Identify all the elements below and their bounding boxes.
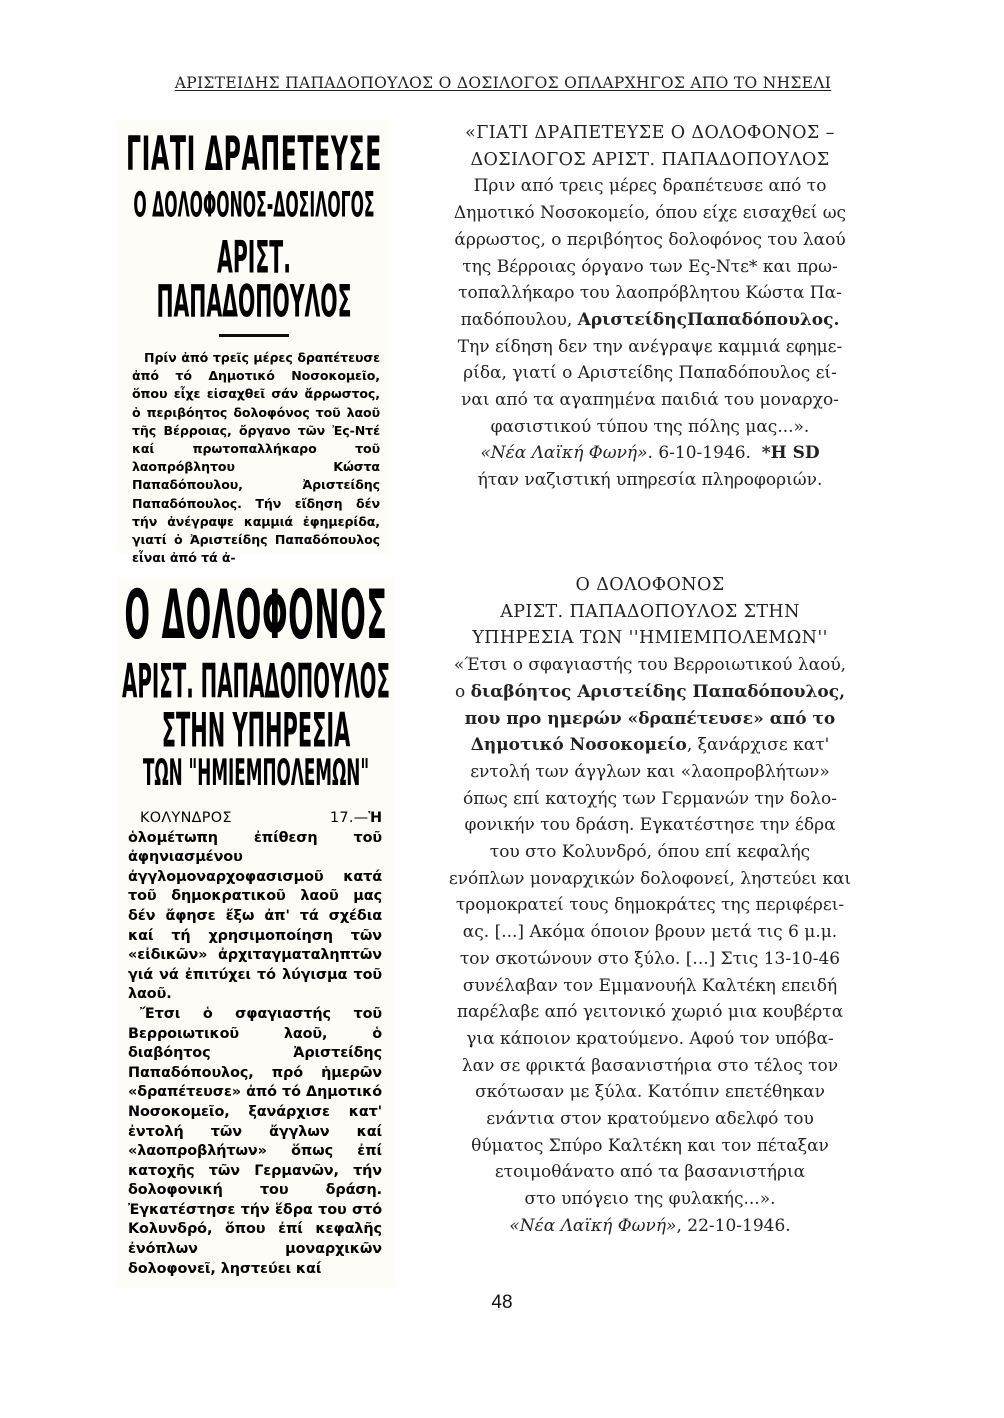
article-2-line: ας. [...] Ακόμα όποιον βρουν μετά τις 6 μ.μ. [462, 922, 838, 943]
article-1-line [406, 307, 894, 334]
article-1-line: άρρωστος, ο περιβόητος δολοφόνος του λαού [454, 229, 846, 250]
article-2-line: λαν σε φρικτά βασανιστήρια στο τέλος τον [461, 1055, 839, 1076]
article-2-line: παρέλαβε από γειτονικό χωριό μια κουβέρτα [456, 1002, 844, 1023]
article-2-line: φονικήν του δράση. Εγκατέστησε την έδρα [464, 815, 836, 836]
newspaper-clipping-2 [118, 578, 394, 1288]
article-1-line: τοπαλλήκαρο του λαοπρόβλητου Κώστα Πα- [458, 283, 842, 304]
article-2-line: «Έτσι ο σφαγιαστής του Βερροιωτικού λαού, [453, 655, 847, 676]
article-2-title-line-1: Ο ΔΟΛΟΦΟΝΟΣ [575, 575, 725, 595]
article-1-name-bold: ΑριστείδηςΠαπαδόπουλος. [577, 309, 840, 330]
running-header [135, 74, 871, 92]
article-2-line [406, 732, 894, 759]
article-1-transcription [406, 120, 894, 494]
article-2-line-3-bold: που προ ημερών «δραπέτευσε» από το [464, 708, 836, 729]
article-2-line: όπως επί κατοχής των Γερμανών την δολο- [462, 788, 838, 809]
newspaper-clipping-1 [118, 120, 390, 566]
article-2-line: του στο Κολυνδρό, όπου επί κεφαλής [489, 842, 811, 863]
article-2-line: ενόπλων μοναρχικών δολοφονεί, ληστεύει και [448, 868, 852, 889]
article-1-source [406, 440, 894, 467]
article-2-line-4-bold: Δημοτικό Νοσοκομείο [470, 735, 687, 756]
clipping-1-headline-3: ΑΡΙΣΤ. ΠΑΠΑΔΟΠΟΥΛΟΣ [156, 232, 352, 329]
article-2-line: για κάποιον κρατούμενο. Αφού τον υπόβα- [466, 1028, 834, 1049]
article-2-source-title: «Νέα Λαϊκή Φωνή» [509, 1215, 677, 1236]
page-number: 48 [491, 1292, 513, 1313]
article-1-line: Δημοτικό Νοσοκομείο, όπου είχε εισαχθεί ως [453, 203, 847, 224]
article-2-line: στο υπόγειο της φυλακής...». [524, 1189, 776, 1210]
article-2-line-2-bold: διαβόητος Αριστείδης Παπαδόπουλος, [470, 681, 845, 702]
clipping-2-headline-1: Ο ΔΟΛΟΦΟΝΟΣ [124, 576, 388, 655]
clipping-2-dateline: ΚΟΛΥΝΔΡΟΣ 17.— [140, 810, 369, 826]
article-1-line: Πριν από τρεις μέρες δραπέτευσε από το [473, 176, 827, 197]
clipping-2-headline-4: ΤΩΝ "ΗΜΙΕΜΠΟΛΕΜΩΝ" [142, 751, 370, 794]
clipping-2-headline-3: ΣΤΗΝ ΥΠΗΡΕΣΙΑ [161, 705, 351, 759]
clipping-2-body [118, 809, 394, 1279]
article-2-source-date: , 22-10-1946. [676, 1215, 791, 1236]
article-2-line: τον σκοτώνουν στο ξύλο. [...] Στις 13-10-46 [459, 948, 841, 969]
article-1-footnote: ήταν ναζιστική υπηρεσία πληροφοριών. [477, 470, 823, 491]
clipping-2-headline-2: ΑΡΙΣΤ. ΠΑΠΑΔΟΠΟΥΛΟΣ [121, 656, 391, 710]
article-2-line: συνέλαβαν τον Εμμανουήλ Καλτέκη επειδή [462, 975, 838, 996]
article-2-line: σκότωσαν με ξύλα. Κατόπιν επετέθηκαν [475, 1082, 825, 1103]
article-2-line [406, 679, 894, 706]
article-1-line: της Βέρροιας όργανο των Ες-Ντε* και πρω- [462, 256, 838, 277]
article-2-title-line-2: ΑΡΙΣΤ. ΠΑΠΑΔΟΠΟΥΛΟΣ ΣΤΗΝ [500, 601, 800, 622]
article-1-title-line-2: ΔΟΣΙΛΟΓΟΣ ΑΡΙΣΤ. ΠΑΠΑΔΟΠΟΥΛΟΣ [470, 149, 830, 170]
article-1-title-line-1: «ΓΙΑΤΙ ΔΡΑΠΕΤΕΥΣΕ Ο ΔΟΛΟΦΟΝΟΣ – [465, 123, 835, 143]
clipping-1-headline-2: Ο ΔΟΛΟΦΟΝΟΣ-ΔΟΣΙΛΟΓΟΣ [133, 185, 375, 226]
running-header-text: ΑΡΙΣΤΕΙΔΗΣ ΠΑΠΑΔΟΠΟΥΛΟΣ Ο ΔΟΣΙΛΟΓΟΣ ΟΠΛΑΡΧΗΓΟΣ ΑΠΟ ΤΟ ΝΗΣΕΛΙ [174, 74, 832, 92]
article-1-line: ρίδα, γιατί ο Αριστείδης Παπαδόπουλος εί- [463, 363, 837, 384]
article-2-line-4-end: , ξανάρχισε κατ' [686, 735, 830, 756]
article-1-line: ναι από τα αγαπημένα παιδιά του μοναρχο- [461, 390, 839, 411]
clipping-1-headline-1: ΓΙΑΤΙ ΔΡΑΠΕΤΕΥΣΕ [126, 126, 382, 182]
article-2-line: ετοιμοθάνατο από τα βασανιστήρια [494, 1162, 806, 1183]
article-2-source [406, 1213, 894, 1240]
article-2-line: ενάντια στον κρατούμενο αδελφό του [486, 1109, 814, 1130]
article-1-source-date: . 6-10-1946. [647, 443, 751, 464]
clipping-2-body-text: Ἡ ὁλομέτωπη ἐπίθεση τοῦ ἀφηνιασμένου ἀγγλομοναρχοφασισμοῦ κατά τοῦ δημοκρατικοῦ λαοῦ μας δέν ἄφησε ἔξω ἀπ' τά σχέδια καί τή χρησιμοποίηση τῶν «εἰδικῶν» ἀρχιταγματαληπτῶν γιά νά ἐπιτύχει τό λύγισμα τοῦ λαοῦ. [128, 810, 382, 1003]
article-2-line: τρομοκρατεί τους δημοκράτες της περιφέρει- [455, 895, 845, 916]
clipping-2-body-text-2: Ἔτσι ὁ σφαγιαστής τοῦ Βερροιωτικοῦ λαοῦ, ὁ διαβόητος Ἀριστείδης Παπαδόπουλος, πρό ἡμερῶν «δραπέτευσε» ἀπό τό Δημοτικό Νοσοκομεῖο, ξανάρχισε κατ' ἐντολή τῶν ἄγγλων καί «λαοπροβλήτων» ὅπως ἐπί κατοχῆς τῶν Γερμανῶν, τήν δολοφονική του δράση. Ἐγκατέστησε τήν ἕδρα του στό Κολυνδρό, ὅπου ἐπί κεφαλῆς ἐνόπλων μοναρχικῶν δολοφονεῖ, ληστεύει καί [128, 1005, 382, 1277]
article-1-line: φασιστικού τύπου της πόλης μας...». [490, 416, 810, 437]
clipping-1-divider [219, 334, 289, 337]
article-2-line: θύματος Σπύρο Καλτέκη και τον πέταξαν [471, 1135, 829, 1156]
article-2-line-2-start: ο [455, 681, 471, 702]
article-2-line: εντολή των άγγλων και «λαοπροβλήτων» [470, 761, 830, 782]
article-1-line-6-start: παδόπουλου, [460, 309, 578, 330]
article-2-transcription [406, 572, 894, 1240]
article-1-footnote-marker: *Η SD [761, 443, 820, 464]
article-2-body-lines [406, 759, 894, 1213]
article-2-title-line-3: ΥΠΗΡΕΣΙΑ ΤΩΝ ''ΗΜΙΕΜΠΟΛΕΜΩΝ'' [472, 628, 828, 649]
clipping-1-body-text: Πρίν ἀπό τρεῖς μέρες δραπέτευσε ἀπό τό Δημοτικό Νοσοκομεῖο, ὅπου εἶχε εἰσαχθεῖ σάν ἄρρωστος, ὁ περιβόητος δολοφόνος τοῦ λαοῦ τῆς Βέρροιας, ὄργανο τῶν Ἐς-Ντέ καί πρωτοπαλλήκαρο τοῦ λαοπρόβλητου Κώστα Παπαδόπουλου, Ἀριστείδης Παπαδόπουλος. Τήν εἴδηση δέν τήν ἀνέγραψε καμμιά ἐφημερίδα, γιατί ὁ Ἀριστείδης Παπαδόπουλος εἶναι ἀπό τά ἀ- [132, 350, 380, 566]
article-1-source-title: «Νέα Λαϊκή Φωνή» [480, 443, 648, 464]
article-1-line: Την είδηση δεν την ανέγραψε καμμιά εφημε- [457, 336, 843, 357]
clipping-1-body [118, 349, 390, 567]
